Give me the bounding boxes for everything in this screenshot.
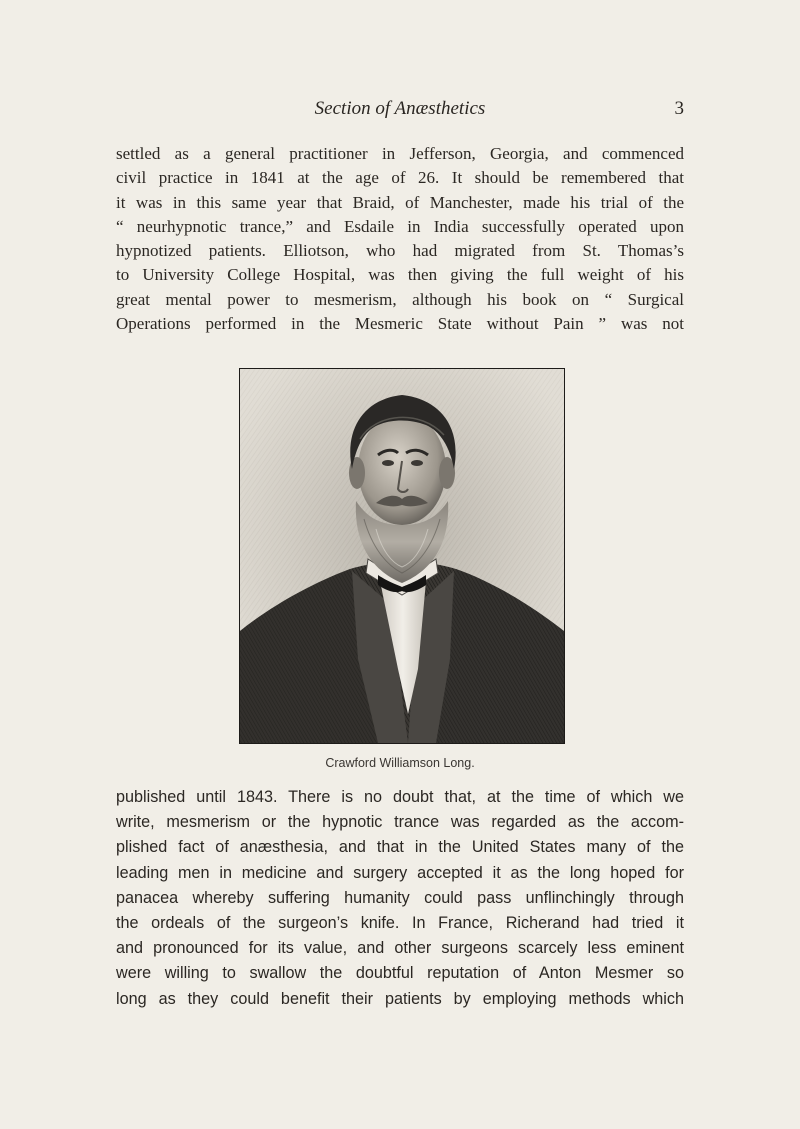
running-title: Section of Anæsthetics (314, 98, 486, 119)
paragraph-bottom (116, 785, 684, 1012)
text-line: write, mesmerism or the hypnotic trance was regarded as the accom- (116, 813, 684, 832)
figure-caption: Crawford Williamson Long. (325, 756, 475, 770)
text-line: Operations performed in the Mesmeric State without Pain ” was not (116, 314, 684, 334)
text-line: civil practice in 1841 at the age of 26. It should be remembered that (116, 168, 684, 188)
text-line: plished fact of anæsthesia, and that in the United States many of the (116, 838, 684, 857)
text-line: long as they could benefit their patients by employing methods which (116, 989, 684, 1008)
text-line: settled as a general practitioner in Jefferson, Georgia, and commenced (116, 144, 684, 163)
portrait-figure (239, 368, 565, 744)
text-line: and pronounced for its value, and other surgeons scarcely less eminent (116, 939, 684, 958)
text-line: hypnotized patients. Elliotson, who had migrated from St. Thomas’s (116, 241, 684, 261)
text-line: were willing to swallow the doubtful reputation of Anton Mesmer so (116, 964, 684, 983)
text-line: to University College Hospital, was then giving the full weight of his (116, 265, 684, 285)
portrait-engraving-icon (240, 369, 564, 743)
text-line: published until 1843. There is no doubt that, at the time of which we (116, 788, 684, 806)
text-line: the ordeals of the surgeon’s knife. In France, Richerand had tried it (116, 913, 684, 932)
text-line: “ neurhypnotic trance,” and Esdaile in India successfully operated upon (116, 216, 684, 236)
paragraph-top (116, 142, 684, 336)
text-line: great mental power to mesmerism, although his book on “ Surgical (116, 289, 684, 309)
text-line: it was in this same year that Braid, of Manchester, made his trial of the (116, 192, 684, 212)
text-line: leading men in medicine and surgery accepted it as the long hoped for (116, 863, 684, 882)
page-number: 3 (674, 98, 684, 119)
text-line: panacea whereby suffering humanity could pass unflinchingly through (116, 888, 684, 907)
running-head (116, 98, 684, 122)
